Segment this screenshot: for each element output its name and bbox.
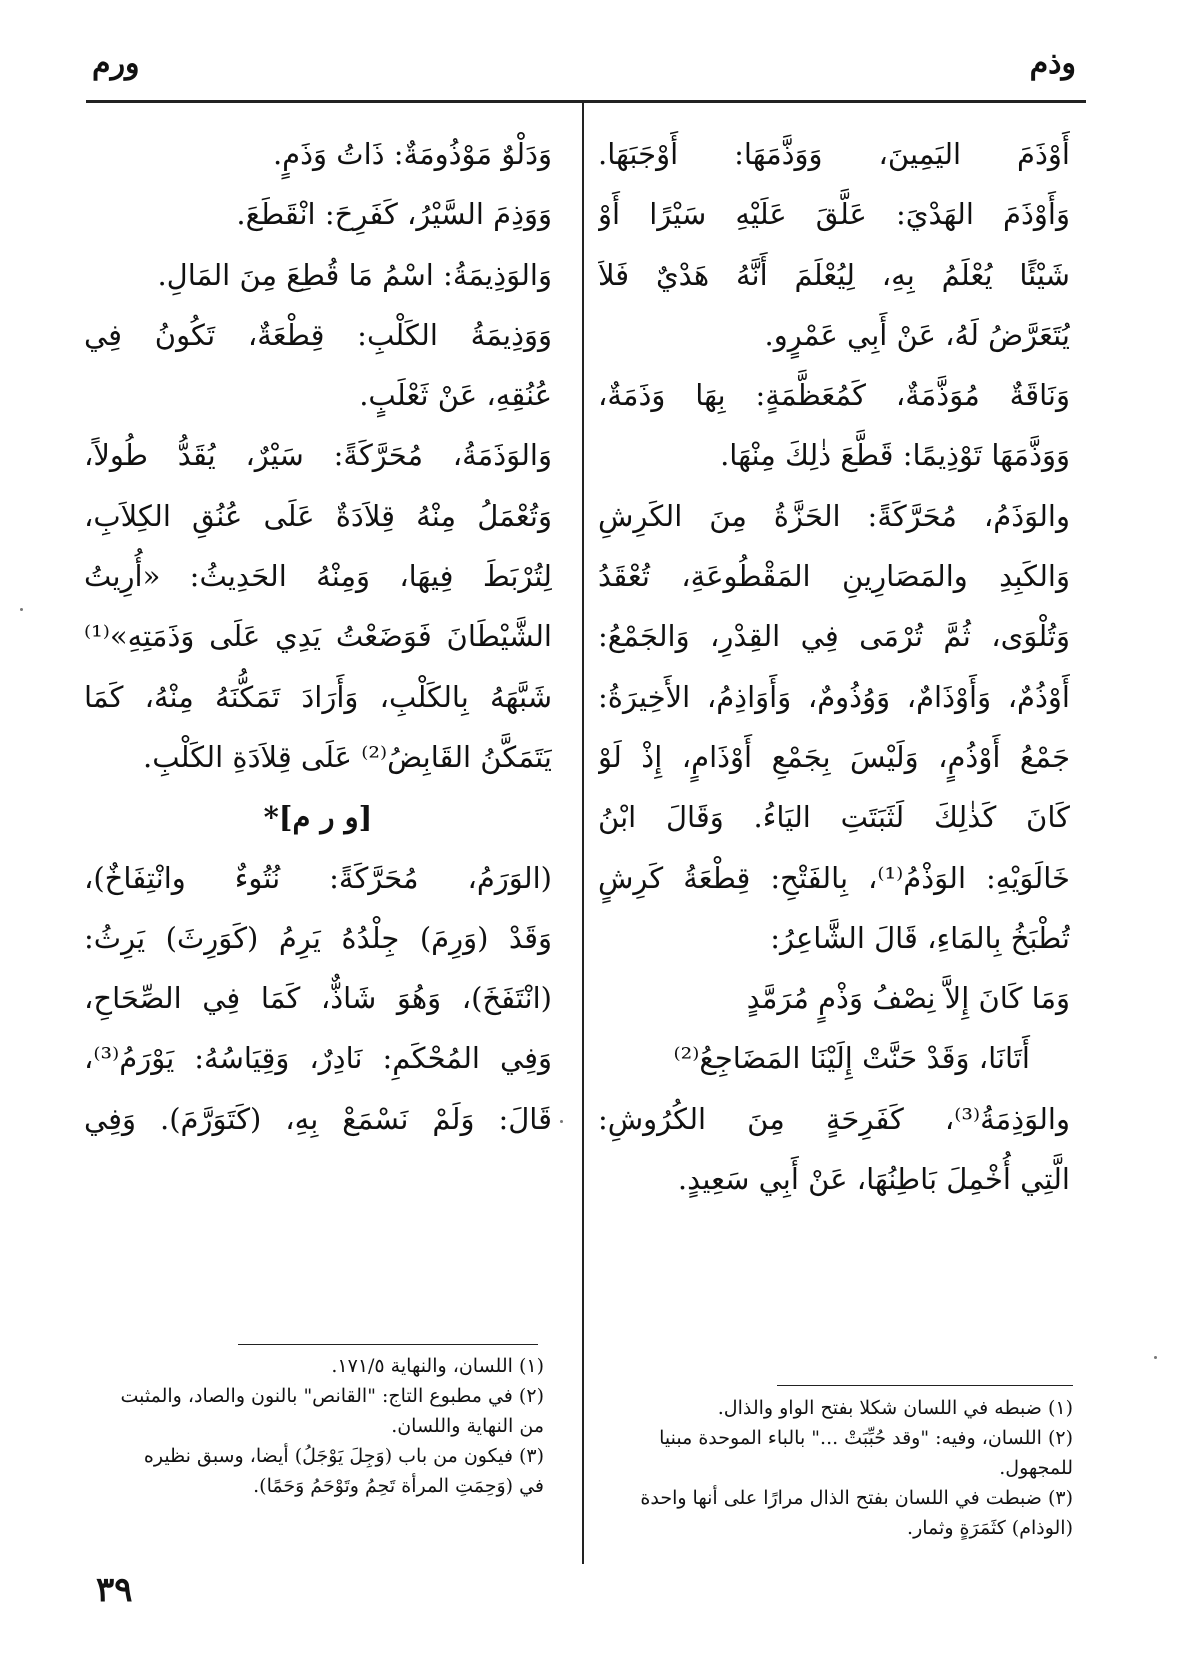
text-line: وَوَذِمَ السَّيْرُ، كَفَرِحَ: انْقَطَعَ. (236, 197, 552, 232)
footnote: (٣) فيكون من باب (وَجِلَ يَوْجَلُ) أيضا، وسبق نظيره (143, 1445, 544, 1467)
scan-speck (20, 608, 23, 611)
header-entry-right: وذم (1029, 46, 1076, 81)
text-line: الَّتِي أُخْمِلَ بَاطِنُهَا، عَنْ أَبِي سَعِيدٍ. (677, 1162, 1070, 1197)
left-column (84, 124, 552, 1149)
footnote: في (وَحِمَتِ المرأة تَحِمُ وتَوْحَمُ وَحَمًا). (253, 1475, 544, 1497)
text-line: والوَذَمُ، مُحَرَّكَةً: الحَزَّةُ مِنَ الكَرِشِ (598, 498, 1070, 533)
text-line: شَيْئًا يُعْلَمُ بِهِ، لِيُعْلَمَ أَنَّهُ هَدْيٌ فَلاَ (598, 257, 1070, 292)
text-line: أَوْذُمٌ، وَأَوْذَامٌ، وَوُذُومٌ، وَأَوَاذِمُ، الأَخِيرَةُ: (598, 679, 1070, 714)
column-divider (582, 102, 584, 1564)
scan-speck (560, 1120, 563, 1123)
text-line: تُطْبَخُ بِالمَاءِ، قَالَ الشَّاعِرُ: (770, 920, 1070, 955)
footnote: للمجهول. (999, 1457, 1073, 1479)
right-column (598, 124, 1070, 1209)
footnote: (١) ضبطه في اللسان شكلا بفتح الواو والذال. (717, 1397, 1073, 1419)
text-line: شَبَّهَهُ بِالكَلْبِ، وَأَرَادَ تَمَكُّنَهُ مِنْهُ، كَمَا (84, 679, 552, 714)
text-line: وَالوَذِيمَةُ: اسْمُ مَا قُطِعَ مِنَ المَالِ. (157, 257, 552, 292)
text-line: وَتُعْمَلُ مِنْهُ قِلاَدَةٌ عَلَى عُنُقِ الكِلاَبِ، (84, 498, 552, 533)
verse-line: أَتَانَا، وَقَدْ حَنَّتْ إِلَيْنَا المَضَاجِعُ⁽²⁾ (673, 1041, 1030, 1076)
text-line: (الوَرَمُ، مُحَرَّكَةً: نُتُوءٌ وانْتِفَاخٌ)، (84, 860, 552, 895)
text-line: جَمْعُ أَوْذُمٍ، وَلَيْسَ بِجَمْعِ أَوْذَامٍ، إِذْ لَوْ (598, 739, 1070, 774)
footnotes-right (618, 1393, 1073, 1543)
text-line: وَدَلْوٌ مَوْذُومَةٌ: ذَاتُ وَذَمٍ. (272, 137, 552, 171)
text-line: وَوَذِيمَةُ الكَلْبِ: قِطْعَةٌ، تَكُونُ فِي (84, 317, 552, 352)
text-line: أَوْذَمَ اليَمِينَ، وَوَذَّمَهَا: أَوْجَبَهَا. (598, 137, 1070, 171)
verse-line: وَمَا كَانَ إِلاَّ نِصْفُ وَذْمٍ مُرَمَّدٍ (746, 981, 1070, 1016)
footnote: من النهاية واللسان. (391, 1415, 544, 1437)
footnote-rule-left (238, 1344, 538, 1345)
page-number: ٣٩ (96, 1570, 133, 1610)
text-line: لِتُرْبَطَ فِيهَا، وَمِنْهُ الحَدِيثُ: «أُرِيتُ (84, 559, 552, 594)
text-line: وَقَدْ (وَرِمَ) جِلْدُهُ يَرِمُ (كَوَرِثَ) يَرِثُ: (84, 920, 552, 955)
text-line: قَالَ: وَلَمْ نَسْمَعْ بِهِ، (كَتَوَرَّمَ). وَفِي (84, 1101, 552, 1136)
footnote: (٢) في مطبوع التاج: "القانص" بالنون والصاد، والمثبت (120, 1385, 544, 1407)
footnote: (الوذام) كثَمَرَةٍ وثمار. (907, 1517, 1073, 1539)
text-line: الشَّيْطَانَ فَوَضَعْتُ يَدِي عَلَى وَذَمَتِهِ»⁽¹⁾ (84, 619, 552, 654)
footnote: (٢) اللسان، وفيه: "وقد حُبِّبَتْ ..." بالباء الموحدة مبنيا (659, 1427, 1073, 1449)
header-rule (86, 100, 1086, 103)
footnote-rule-right (777, 1385, 1073, 1386)
text-line: (انْتَفَخَ)، وَهُوَ شَاذٌّ، كَمَا فِي الصِّحَاحِ، (84, 981, 552, 1016)
footnotes-left (84, 1351, 544, 1501)
text-line: والوَذِمَةُ⁽³⁾، كَفَرِحَةٍ مِنَ الكُرُوشِ: (598, 1101, 1070, 1136)
text-line: وَفِي المُحْكَمِ: نَادِرٌ، وَقِيَاسُهُ: يَوْرَمُ⁽³⁾، (84, 1041, 552, 1076)
text-line: وَأَوْذَمَ الهَدْيَ: عَلَّقَ عَلَيْهِ سَيْرًا أَوْ (598, 197, 1070, 232)
header-entry-left: ورم (92, 46, 140, 81)
scan-speck (1154, 1356, 1157, 1359)
text-line: وَالوَذَمَةُ، مُحَرَّكَةً: سَيْرٌ، يُقَدُّ طُولاً، (84, 438, 552, 473)
text-line: عُنُقِهِ، عَنْ ثَعْلَبٍ. (359, 378, 552, 413)
text-line: وَتُلْوَى، ثُمَّ تُرْمَى فِي القِدْرِ، وَالجَمْعُ: (598, 619, 1070, 654)
text-line: وَوَذَّمَهَا تَوْذِيمًا: قَطَّعَ ذٰلِكَ مِنْهَا. (720, 438, 1070, 473)
text-line: وَالكَبِدِ والمَصَارِينِ المَقْطُوعَةِ، تُعْقَدُ (598, 559, 1070, 594)
footnote: (٣) ضبطت في اللسان بفتح الذال مرارًا على أنها واحدة (640, 1487, 1073, 1509)
footnote: (١) اللسان، والنهاية ١٧١/٥. (331, 1355, 544, 1377)
entry-heading: [و ر م]* (263, 800, 373, 835)
text-line: يَتَمَكَّنُ القَابِضُ⁽²⁾ عَلَى قِلاَدَةِ الكَلْبِ. (142, 739, 552, 774)
text-line: يُتَعَرَّضُ لَهُ، عَنْ أَبِي عَمْرٍو. (764, 317, 1070, 352)
text-line: كَانَ كَذٰلِكَ لَثَبَتَتِ اليَاءُ. وَقَالَ ابْنُ (598, 800, 1070, 835)
text-line: وَنَاقَةٌ مُوَذَّمَةٌ، كَمُعَظَّمَةٍ: بِهَا وَذَمَةٌ، (598, 378, 1070, 413)
text-line: خَالَوَيْهِ: الوَذْمُ⁽¹⁾، بِالفَتْحِ: قِطْعَةُ كَرِشٍ (598, 860, 1070, 895)
